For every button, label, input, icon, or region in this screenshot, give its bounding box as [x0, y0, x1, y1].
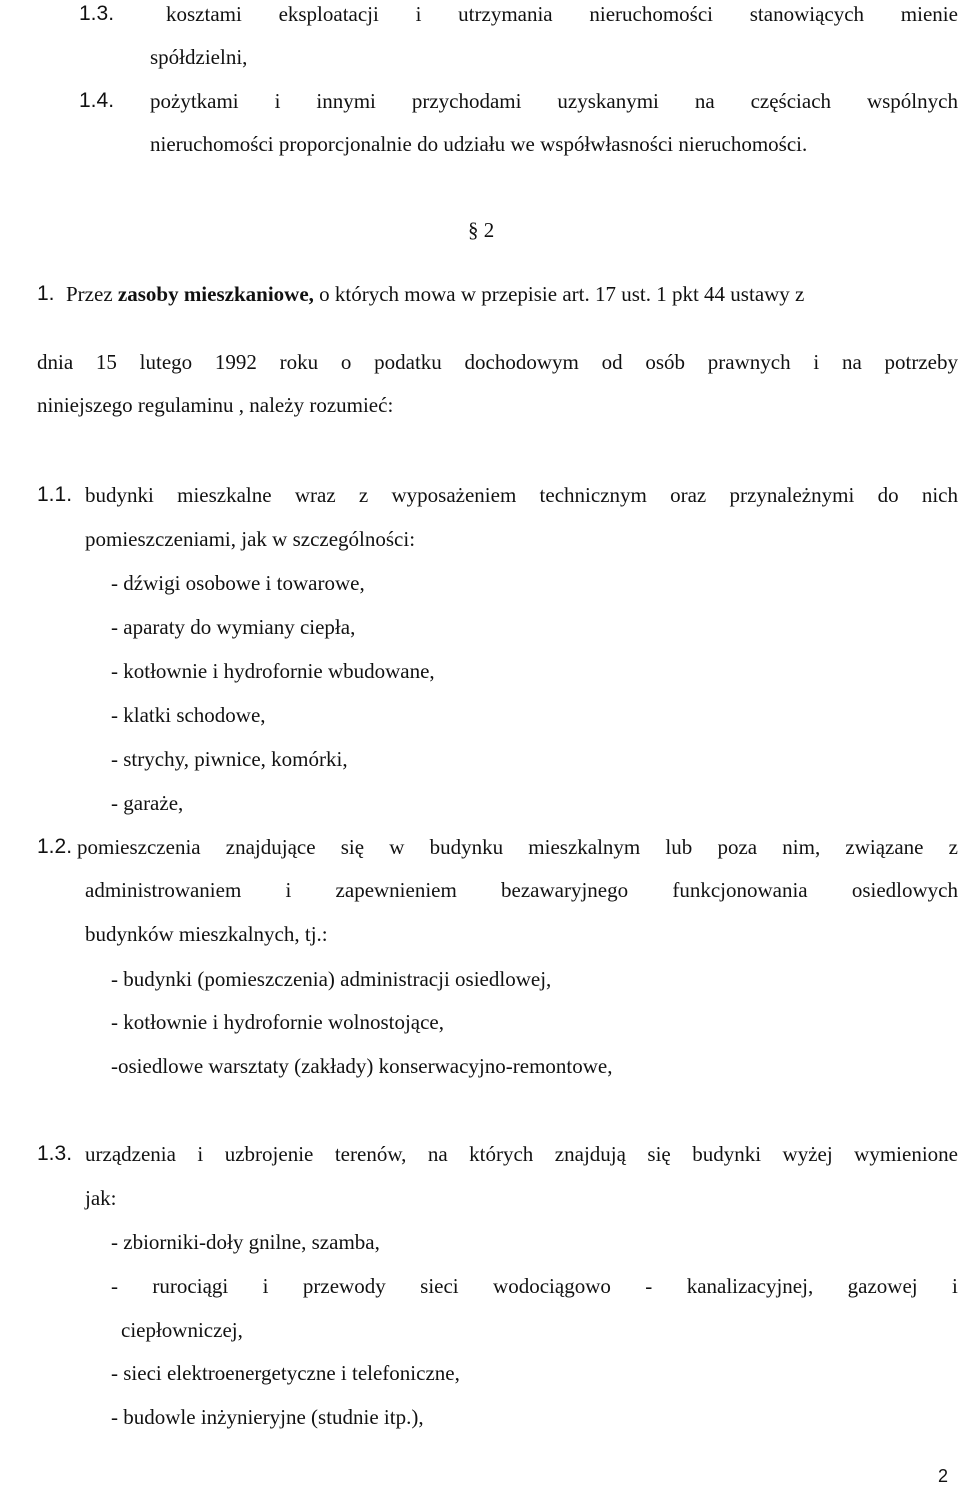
- list-item: - garaże,: [111, 791, 184, 815]
- word: nieruchomości: [589, 2, 714, 26]
- word: utrzymania: [458, 2, 553, 26]
- word: na: [694, 89, 715, 113]
- text-line: [66, 282, 804, 307]
- justified-line: [111, 1274, 958, 1299]
- word: częściach: [750, 89, 832, 113]
- justified-line: [166, 2, 958, 27]
- word: sieci: [420, 1274, 459, 1298]
- word: uzyskanymi: [557, 89, 659, 113]
- list-item: - sieci elektroenergetyczne i telefoniczne,: [111, 1361, 460, 1385]
- word: innymi: [316, 89, 376, 113]
- word: -: [111, 1274, 118, 1298]
- justified-line: pomieszczenia znajdujące się w budynku mieszkalnym lub poza nim, związane z: [77, 835, 958, 859]
- list-item: - budowle inżynieryjne (studnie itp.),: [111, 1405, 424, 1429]
- text-line: nieruchomości proporcjonalnie do udziału we współwłasności nieruchomości.: [150, 132, 808, 156]
- section-heading: § 2: [468, 218, 495, 242]
- justified-line: dnia 15 lutego 1992 roku o podatku dochodowym od osób prawnych i na potrzeby: [37, 350, 958, 374]
- text-line: pomieszczeniami, jak w szczególności:: [85, 527, 416, 551]
- list-item: - dźwigi osobowe i towarowe,: [111, 571, 365, 595]
- word: wspólnych: [866, 89, 958, 113]
- word: przychodami: [411, 89, 522, 113]
- item-number: 1.1.: [37, 483, 73, 506]
- list-item-continuation: ciepłowniczej,: [121, 1318, 243, 1342]
- defined-term: zasoby mieszkaniowe,: [117, 282, 314, 306]
- item-number: 1.3.: [79, 2, 115, 25]
- list-item: - kotłownie i hydrofornie wolnostojące,: [111, 1010, 445, 1034]
- list-item: - budynki (pomieszczenia) administracji osiedlowej,: [111, 967, 552, 991]
- list-item: -osiedlowe warsztaty (zakłady) konserwacyjno-remontowe,: [111, 1054, 613, 1078]
- word: mienie: [900, 2, 958, 26]
- justified-line: administrowaniem i zapewnieniem bezawaryjnego funkcjonowania osiedlowych: [85, 878, 958, 902]
- word: rurociągi: [152, 1274, 229, 1298]
- word: eksploatacji: [278, 2, 379, 26]
- word: -: [645, 1274, 653, 1298]
- text-line: budynków mieszkalnych, tj.:: [85, 922, 328, 946]
- justified-line: budynki mieszkalne wraz z wyposażeniem technicznym oraz przynależnymi do nich: [85, 483, 958, 507]
- justified-line: [150, 89, 958, 114]
- word: przewody: [302, 1274, 386, 1298]
- paragraph-number: 1.: [37, 282, 55, 305]
- justified-line: urządzenia i uzbrojenie terenów, na których znajdują się budynki wyżej wymienione: [85, 1142, 958, 1166]
- item-number: 1.2.: [37, 835, 73, 858]
- word: kosztami: [166, 2, 242, 26]
- list-item: - zbiorniki-doły gnilne, szamba,: [111, 1230, 380, 1254]
- word: stanowiących: [749, 2, 865, 26]
- word: i: [274, 89, 281, 113]
- word: pożytkami: [150, 89, 239, 113]
- word: i: [415, 2, 422, 26]
- word: gazowej: [847, 1274, 918, 1298]
- page-number: 2: [938, 1466, 949, 1486]
- text-line: niniejszego regulaminu , należy rozumieć:: [37, 393, 394, 417]
- item-number: 1.4.: [79, 89, 115, 112]
- item-number: 1.3.: [37, 1142, 73, 1165]
- list-item: - strychy, piwnice, komórki,: [111, 747, 348, 771]
- text-run: Przez: [66, 282, 118, 306]
- text-run: o których mowa w przepisie art. 17 ust. 1 pkt 44 ustawy z: [313, 282, 805, 306]
- word: i: [952, 1274, 958, 1298]
- list-item: - kotłownie i hydrofornie wbudowane,: [111, 659, 435, 683]
- word: wodociągowo: [493, 1274, 611, 1298]
- list-item: - aparaty do wymiany ciepła,: [111, 615, 356, 639]
- list-item: - klatki schodowe,: [111, 703, 266, 727]
- text-line: spółdzielni,: [150, 45, 248, 69]
- text-line: jak:: [85, 1186, 117, 1210]
- word: i: [262, 1274, 269, 1298]
- word: kanalizacyjnej,: [686, 1274, 814, 1298]
